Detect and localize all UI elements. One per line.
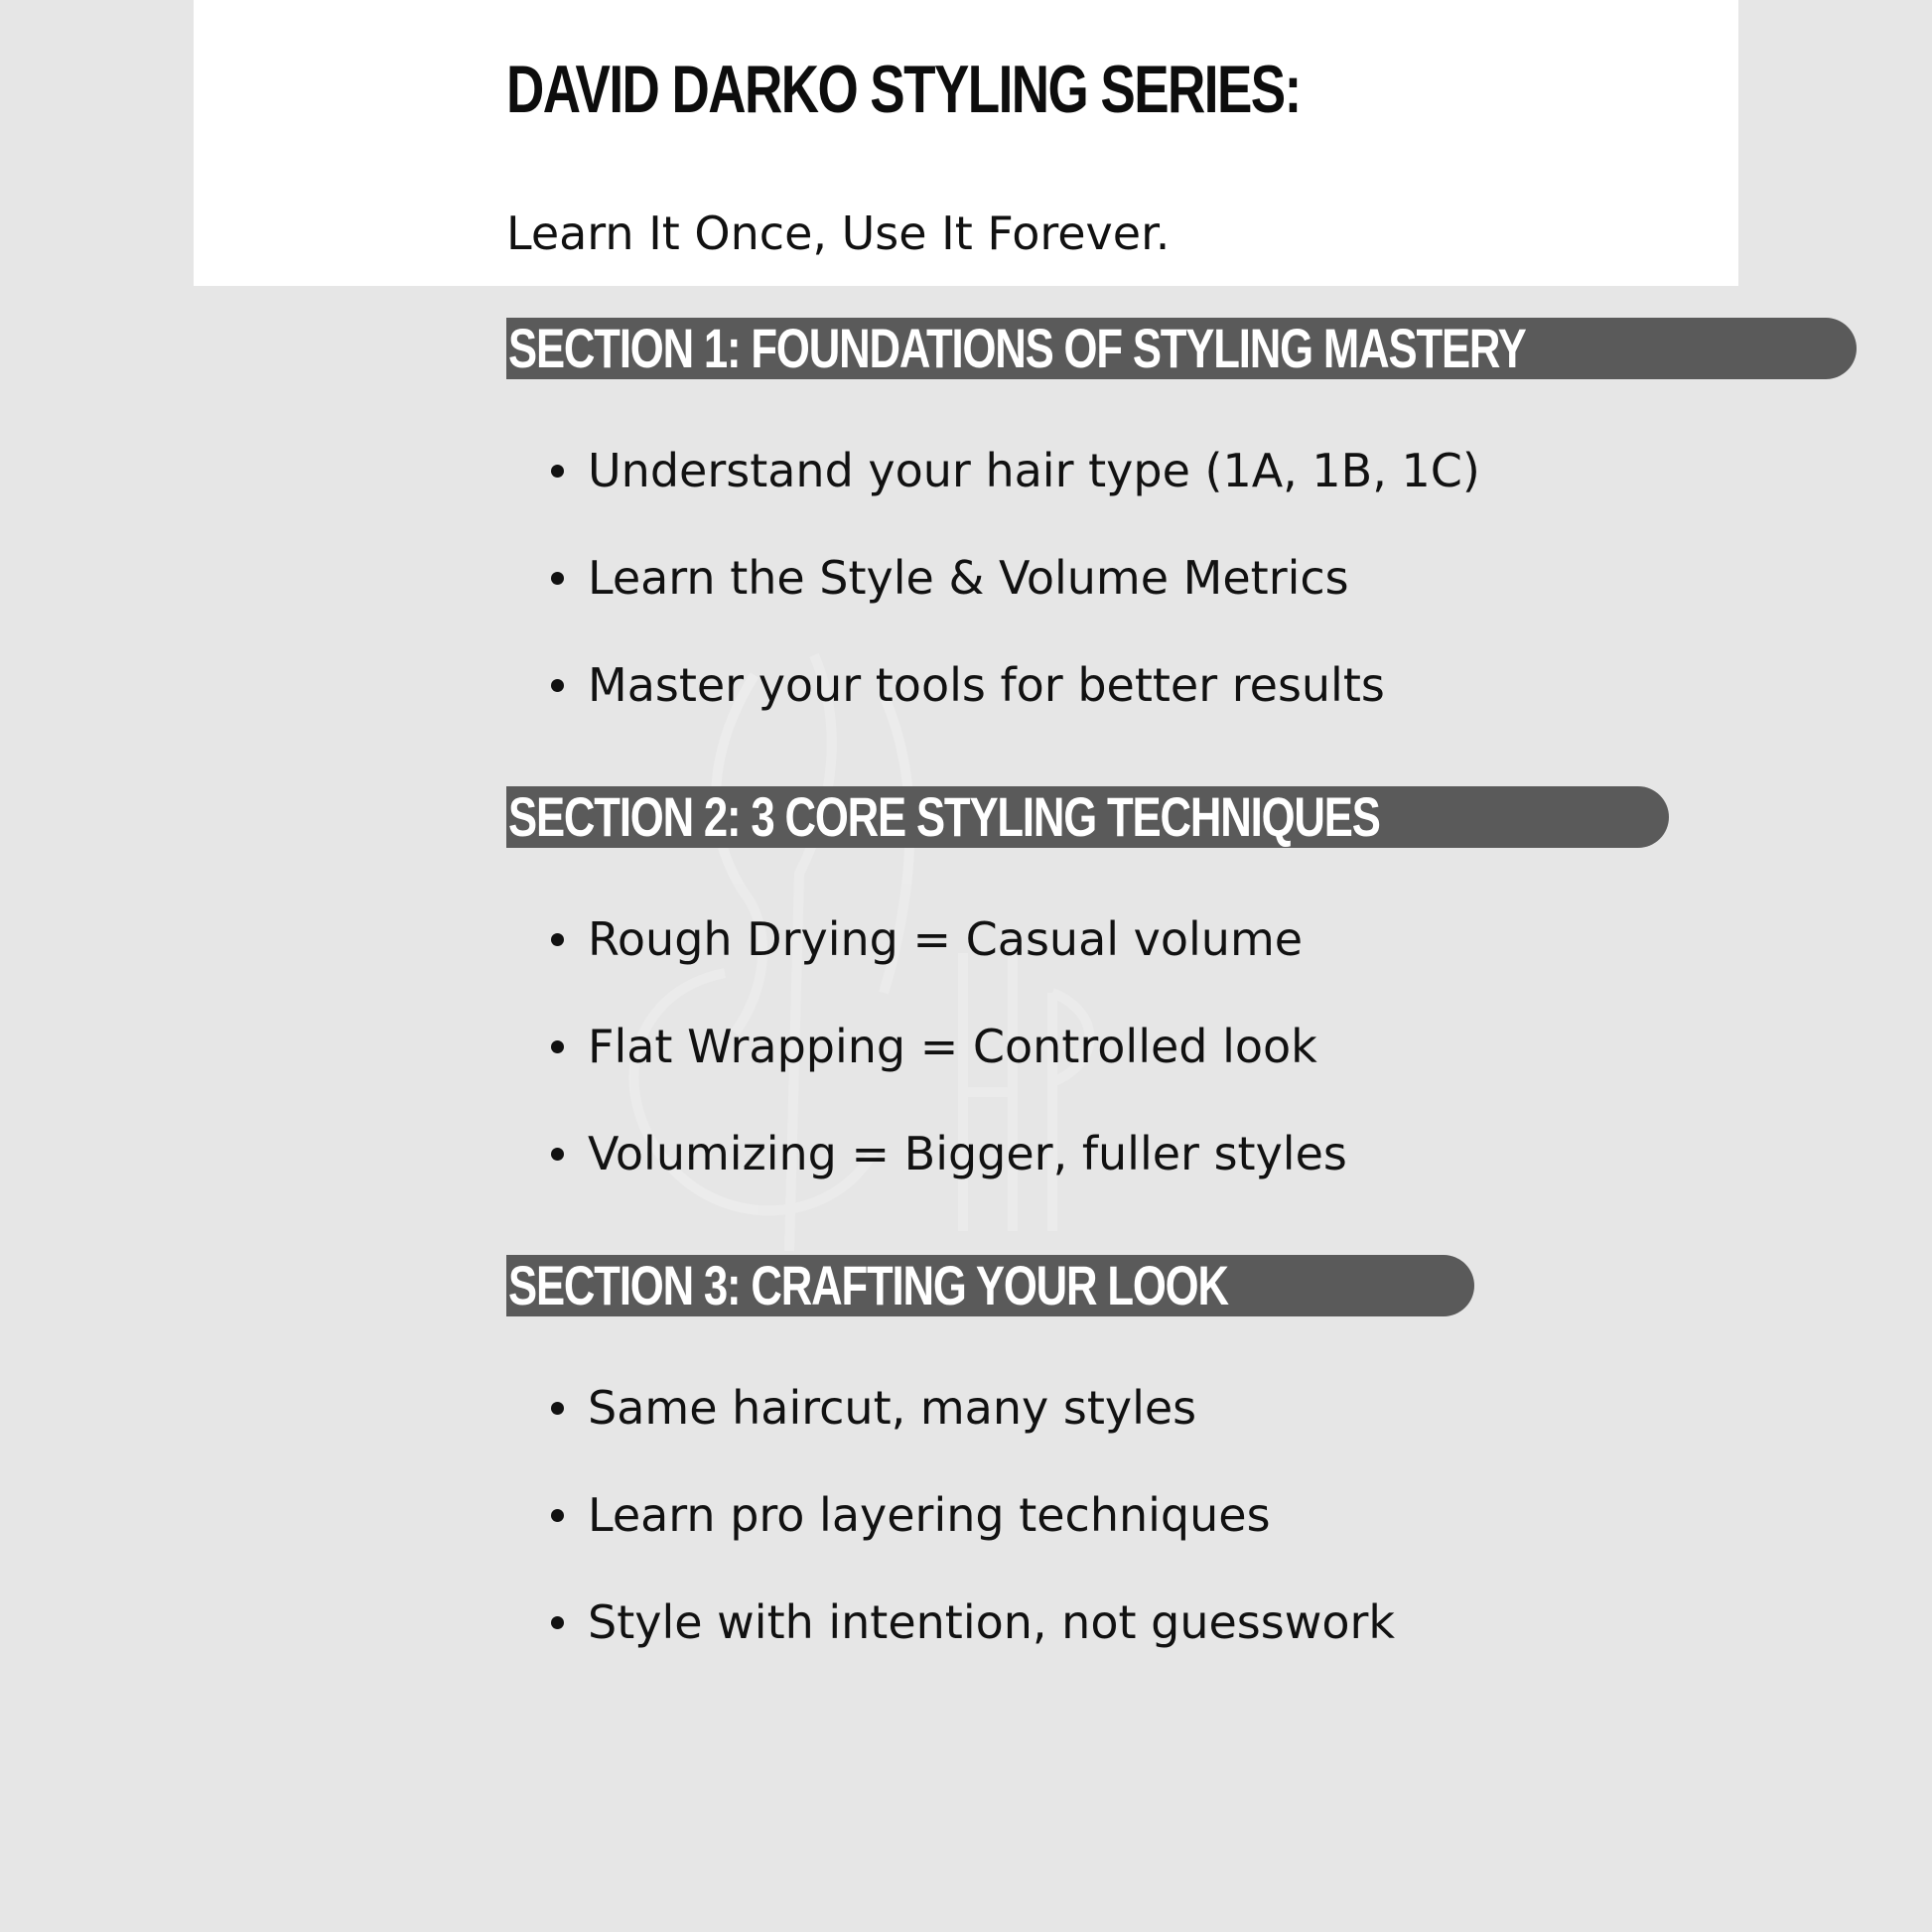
section-1-header bbox=[506, 318, 1857, 379]
section-3-title: SECTION 3: CRAFTING YOUR LOOK bbox=[508, 1254, 1228, 1316]
bullet-dot-icon bbox=[551, 1509, 564, 1522]
list-item-text: Style with intention, not guesswork bbox=[588, 1595, 1396, 1649]
section-3-header bbox=[506, 1255, 1474, 1316]
bullet-dot-icon bbox=[551, 679, 564, 692]
section-1-title: SECTION 1: FOUNDATIONS OF STYLING MASTERY bbox=[508, 317, 1526, 379]
page-subtitle: Learn It Once, Use It Forever. bbox=[506, 207, 1171, 260]
list-item bbox=[506, 524, 1499, 631]
bullet-dot-icon bbox=[551, 1402, 564, 1415]
bullet-dot-icon bbox=[551, 572, 564, 585]
section-1 bbox=[506, 317, 1526, 739]
list-item bbox=[506, 631, 1499, 739]
list-item bbox=[506, 417, 1499, 524]
list-item-text: Master your tools for better results bbox=[588, 658, 1385, 712]
list-item bbox=[506, 1461, 1499, 1569]
list-item-text: Same haircut, many styles bbox=[588, 1381, 1197, 1435]
section-3 bbox=[506, 1255, 1499, 1676]
list-item-text: Rough Drying = Casual volume bbox=[588, 912, 1304, 966]
section-3-list bbox=[506, 1354, 1499, 1676]
bullet-dot-icon bbox=[551, 465, 564, 478]
list-item bbox=[506, 886, 1499, 993]
page-title: DAVID DARKO STYLING SERIES: bbox=[506, 52, 1301, 127]
bullet-dot-icon bbox=[551, 933, 564, 946]
section-2-list bbox=[506, 886, 1499, 1207]
bullet-dot-icon bbox=[551, 1040, 564, 1053]
section-2 bbox=[506, 786, 1499, 1207]
list-item-text: Understand your hair type (1A, 1B, 1C) bbox=[588, 444, 1480, 497]
list-item bbox=[506, 993, 1499, 1100]
list-item-text: Learn pro layering techniques bbox=[588, 1488, 1271, 1542]
bullet-dot-icon bbox=[551, 1616, 564, 1629]
list-item bbox=[506, 1100, 1499, 1207]
list-item-text: Flat Wrapping = Controlled look bbox=[588, 1020, 1317, 1073]
list-item-text: Volumizing = Bigger, fuller styles bbox=[588, 1127, 1347, 1180]
section-2-title: SECTION 2: 3 CORE STYLING TECHNIQUES bbox=[508, 785, 1380, 848]
bullet-dot-icon bbox=[551, 1148, 564, 1161]
section-2-header bbox=[506, 786, 1669, 848]
list-item bbox=[506, 1354, 1499, 1461]
list-item bbox=[506, 1569, 1499, 1676]
list-item-text: Learn the Style & Volume Metrics bbox=[588, 551, 1349, 605]
section-1-list bbox=[506, 417, 1499, 739]
